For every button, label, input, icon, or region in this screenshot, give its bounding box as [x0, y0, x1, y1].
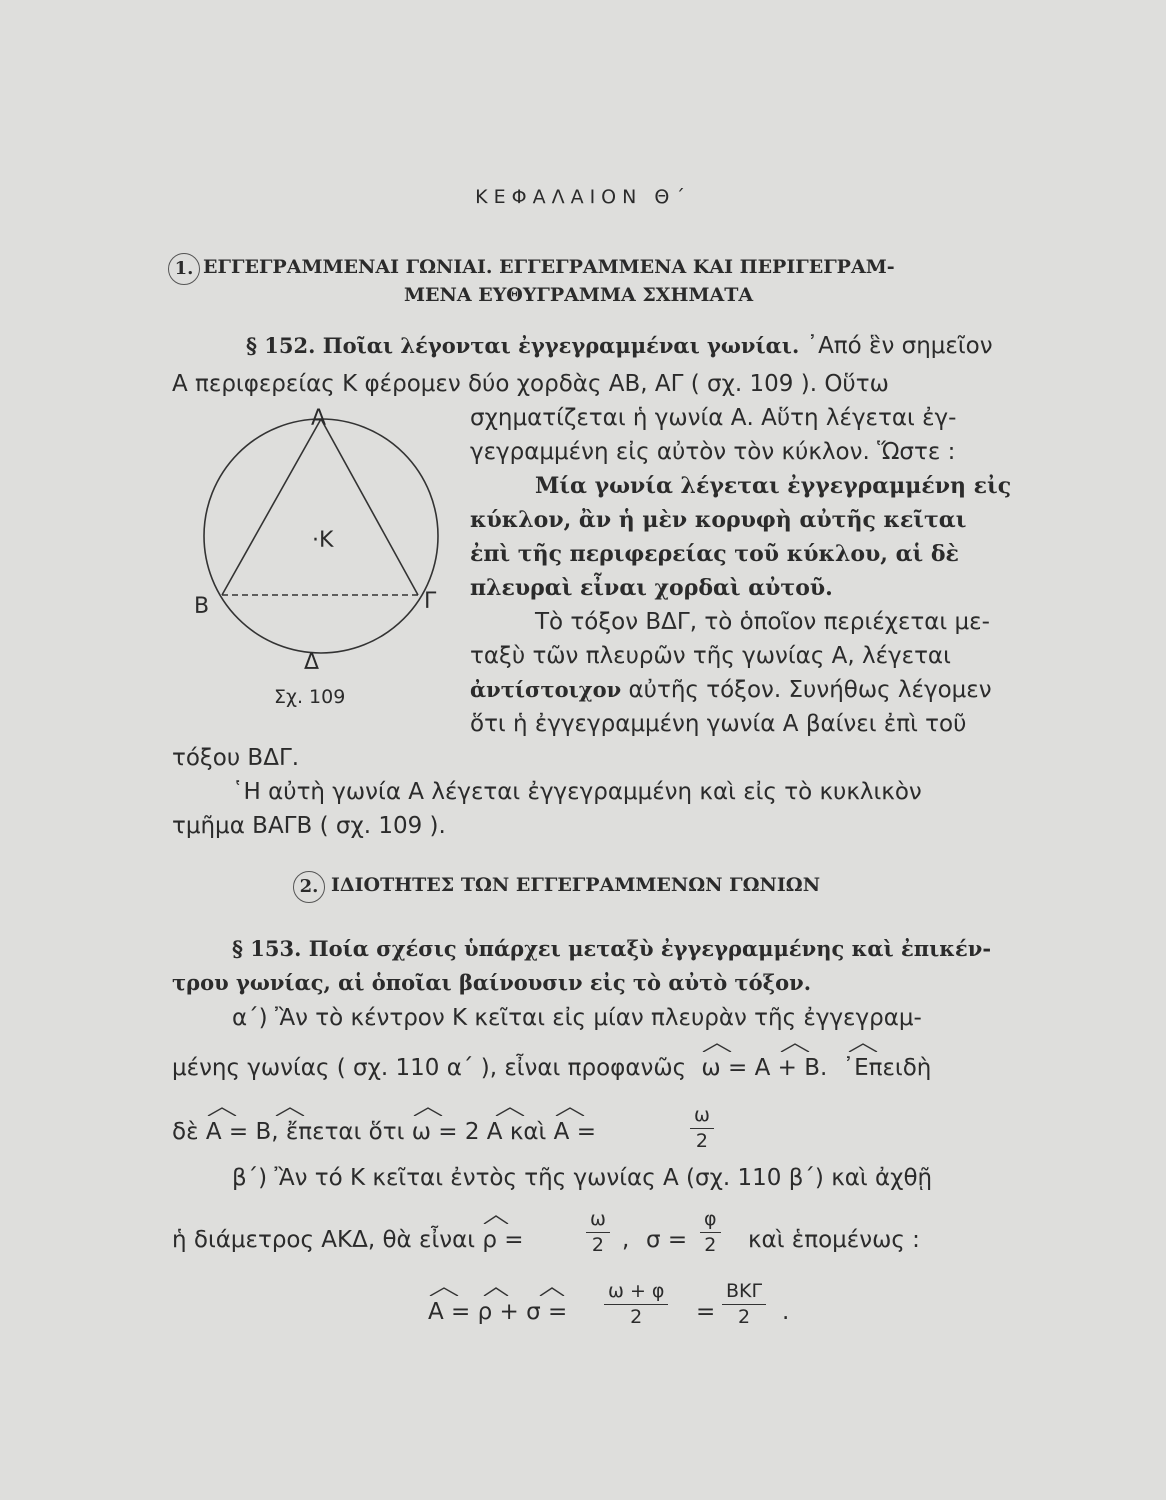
label-a: Α — [311, 406, 327, 431]
angle-hats — [701, 1042, 901, 1052]
para-152-line9: Τὸ τόξον ΒΔΓ, τὸ ὁποῖον περιέχεται με- — [535, 609, 990, 635]
para-152-line1-rest: ᾿Από ἓν σημεῖον — [806, 333, 993, 359]
label-g: Γ — [424, 589, 437, 614]
para-153-heading-1: § 153. Ποία σχέσις ὑπάρχει μεταξὺ ἐγγεγραμμένης καὶ ἐπικέν- — [232, 936, 992, 961]
para-152-line15: τμῆμα ΒΑΓΒ ( σχ. 109 ). — [172, 813, 446, 839]
para-152-heading: § 152. Ποῖαι λέγονται ἐγγεγραμμέναι γωνίαι. — [246, 333, 800, 358]
section-2-number: 2. — [293, 871, 325, 903]
angle-hat — [554, 1106, 594, 1116]
chapter-title: ΚΕΦΑΛΑΙΟΝ Θ΄ — [475, 186, 691, 208]
term-antistoichon: ἀντίστοιχον — [470, 677, 622, 702]
equation-a-equals-b: Α = Β, — [206, 1118, 279, 1146]
section-1-title-line2: ΜΕΝΑ ΕΥΘΥΓΡΑΜΜΑ ΣΧΗΜΑΤΑ — [404, 284, 754, 306]
para-152-definition-1: Μία γωνία λέγεται ἐγγεγραμμένη εἰς — [535, 473, 1012, 499]
para-153-a-line1: α΄) Ἂν τὸ κέντρον Κ κεῖται εἰς μίαν πλευρὰν τῆς ἐγγεγραμ- — [232, 1005, 922, 1031]
angle-hat — [482, 1214, 522, 1224]
fraction-bkg-over-2: ΒΚΓ 2 — [722, 1280, 766, 1328]
equation-a-half-omega: Α = — [554, 1118, 596, 1146]
para-152-line12: ὅτι ἡ ἐγγεγραμμένη γωνία Α βαίνει ἐπὶ τοῦ — [470, 711, 967, 737]
final-equation-lhs — [428, 1298, 567, 1326]
fraction-omega-plus-phi-over-2: $\frac{\omega + \varphi}{2}$ — [604, 1280, 668, 1328]
para-152-definition-4: πλευραὶ εἶναι χορδαὶ αὐτοῦ. — [470, 575, 833, 601]
para-152-line4: γεγραμμένη εἰς αὐτὸν τὸν κύκλον. Ὥστε : — [470, 439, 956, 465]
final-dot: . — [782, 1299, 790, 1325]
para-153-b-line1: β΄) Ἂν τό Κ κεῖται ἐντὸς τῆς γωνίας Α (σχ. 110 β΄) καὶ ἀχθῇ — [232, 1165, 933, 1191]
para-152-definition-2: κύκλον, ἂν ἡ μὲν κορυφὴ αὐτῆς κεῖται — [470, 507, 967, 533]
para-153-heading-2: τρου γωνίας, αἱ ὁποῖαι βαίνουσιν εἰς τὸ αὐτὸ τόξον. — [172, 970, 812, 995]
para-152-line10: ταξὺ τῶν πλευρῶν τῆς γωνίας Α, λέγεται — [470, 643, 951, 669]
para-152-line11-rest: αὐτῆς τόξον. Συνήθως λέγομεν — [628, 677, 992, 703]
para-153-a-line2-end: ᾿Επειδὴ — [842, 1055, 932, 1081]
equation-omega-sum: ω = Α + Β. — [701, 1054, 827, 1082]
label-k: ·Κ — [312, 528, 334, 553]
para-153-b-line2-end: καὶ ἑπομένως : — [748, 1227, 920, 1253]
para-153-b-line2-sep: , — [622, 1227, 630, 1253]
text-epetai-oti: ἔπεται ὅτι — [285, 1119, 405, 1145]
para-152-line13: τόξου ΒΔΓ. — [172, 745, 300, 771]
text-diametros: ἡ διάμετρος ΑΚΔ, θὰ εἶναι — [172, 1227, 476, 1253]
final-equals: = — [696, 1299, 716, 1325]
label-d: Δ — [304, 650, 320, 675]
angle-hats — [206, 1106, 326, 1116]
chord-ag — [321, 419, 418, 595]
equation-omega-2a: ω = 2 Α — [412, 1118, 503, 1146]
fraction-phi-over-2: $\frac{\varphi}{2}$ — [700, 1208, 721, 1256]
equation-rho: ρ = — [482, 1226, 523, 1254]
section-2-title: ΙΔΙΟΤΗΤΕΣ ΤΩΝ ΕΓΓΕΓΡΑΜΜΕΝΩΝ ΓΩΝΙΩΝ — [331, 874, 821, 896]
para-152-definition-3: ἐπὶ τῆς περιφερείας τοῦ κύκλου, αἱ δὲ — [470, 541, 959, 567]
angle-hats — [428, 1286, 608, 1296]
para-153-a-line3 — [172, 1118, 596, 1146]
chord-ab — [222, 419, 321, 595]
word-kai: καὶ — [509, 1119, 547, 1145]
angle-hats — [412, 1106, 532, 1116]
para-153-a-line2-text: μένης γωνίας ( σχ. 110 α΄ ), εἶναι προφανῶς — [172, 1055, 687, 1081]
section-1-number: 1. — [168, 253, 200, 285]
label-b: Β — [194, 594, 210, 619]
fraction-omega-over-2: $\frac{\omega}{2}$ — [690, 1104, 714, 1152]
figure-109 — [180, 395, 470, 715]
fraction-omega-over-2-b: $\frac{\omega}{2}$ — [586, 1208, 610, 1256]
para-153-b-line2 — [172, 1226, 524, 1254]
para-153-a-line2 — [172, 1054, 931, 1082]
equation-sigma: σ = — [646, 1227, 688, 1253]
para-152-line3: σχηματίζεται ἡ γωνία Α. Αὕτη λέγεται ἐγ- — [470, 405, 957, 431]
figure-109-caption: Σχ. 109 — [274, 686, 346, 708]
final-lhs-text: Α = ρ + σ = — [428, 1298, 567, 1326]
para-152-line1 — [246, 332, 993, 360]
word-de: δὲ — [172, 1119, 199, 1145]
para-152-line2: Α περιφερείας Κ φέρομεν δύο χορδὰς ΑΒ, ΑΓ ( σχ. 109 ). Οὕτω — [172, 371, 889, 397]
para-152-line14: ῾Η αὐτὴ γωνία Α λέγεται ἐγγεγραμμένη καὶ εἰς τὸ κυκλικὸν — [232, 779, 922, 805]
para-152-line11 — [470, 676, 992, 704]
section-1-title-line1: ΕΓΓΕΓΡΑΜΜΕΝΑΙ ΓΩΝΙΑΙ. ΕΓΓΕΓΡΑΜΜΕΝΑ ΚΑΙ ΠΕΡΙΓΕΓΡΑΜ- — [203, 256, 895, 278]
